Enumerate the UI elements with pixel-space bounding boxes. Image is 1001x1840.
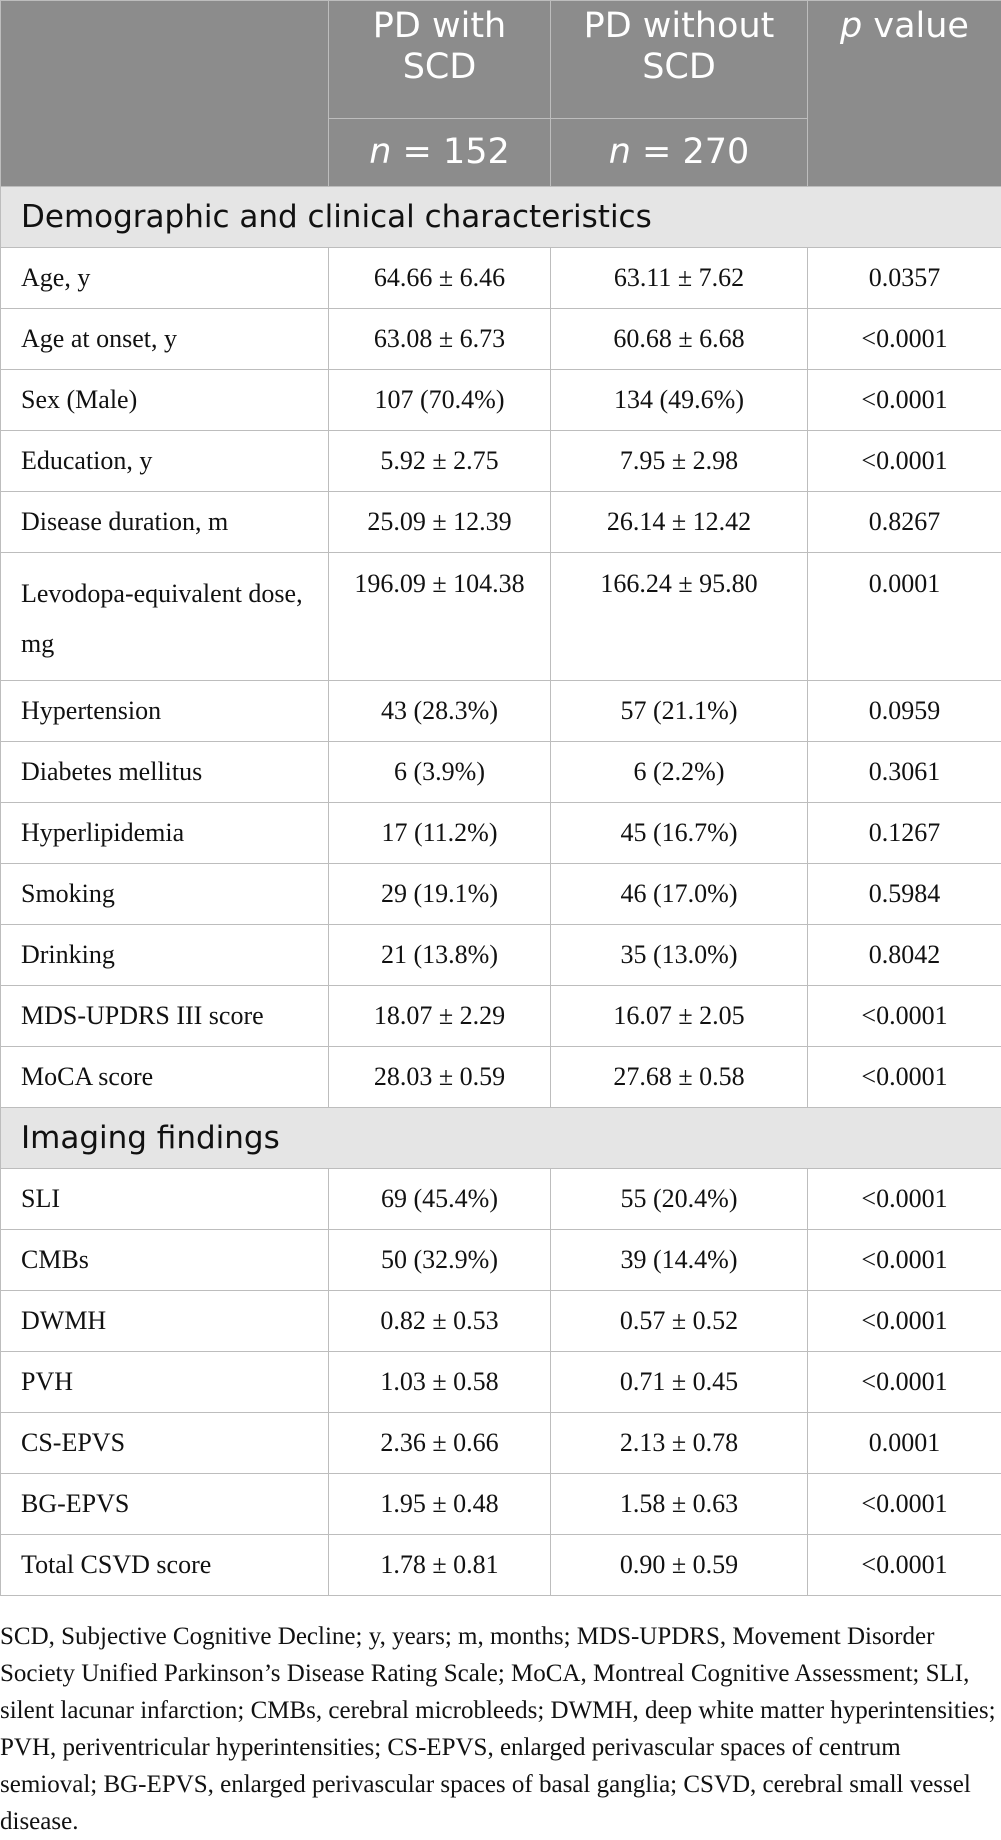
table-row: [1, 248, 1001, 309]
table-row: [1, 370, 1001, 431]
row-label: Total CSVD score: [1, 1535, 329, 1596]
row-label: Drinking: [1, 925, 329, 986]
value-pd-with-scd: 1.78 ± 0.81: [329, 1535, 551, 1596]
section-title: Demographic and clinical characteristics: [1, 187, 1001, 248]
header-pd-with-scd: PD with SCD: [329, 1, 551, 119]
table-row: [1, 1535, 1001, 1596]
table-row: [1, 1230, 1001, 1291]
p-value: 0.0001: [808, 553, 1001, 681]
table-row: [1, 681, 1001, 742]
table-row: [1, 1474, 1001, 1535]
p-value: <0.0001: [808, 1230, 1001, 1291]
value-pd-without-scd: 2.13 ± 0.78: [551, 1413, 808, 1474]
header-n-with: [329, 119, 551, 187]
row-label: Age at onset, y: [1, 309, 329, 370]
table-row: [1, 864, 1001, 925]
value-pd-with-scd: 43 (28.3%): [329, 681, 551, 742]
table-row: [1, 986, 1001, 1047]
header-empty-cell: [1, 1, 329, 187]
value-pd-without-scd: 35 (13.0%): [551, 925, 808, 986]
value-pd-without-scd: 7.95 ± 2.98: [551, 431, 808, 492]
table-row: [1, 925, 1001, 986]
value-pd-without-scd: 26.14 ± 12.42: [551, 492, 808, 553]
table-row: [1, 431, 1001, 492]
row-label: Disease duration, m: [1, 492, 329, 553]
value-pd-without-scd: 0.90 ± 0.59: [551, 1535, 808, 1596]
value-pd-with-scd: 64.66 ± 6.46: [329, 248, 551, 309]
value-pd-without-scd: 39 (14.4%): [551, 1230, 808, 1291]
header-n-with-value: = 152: [391, 132, 509, 172]
table-row: [1, 1413, 1001, 1474]
value-pd-with-scd: 28.03 ± 0.59: [329, 1047, 551, 1108]
row-label: CMBs: [1, 1230, 329, 1291]
row-label: Age, y: [1, 248, 329, 309]
table-row: [1, 1169, 1001, 1230]
p-value: 0.0001: [808, 1413, 1001, 1474]
section-header-row: [1, 187, 1001, 248]
value-pd-without-scd: 57 (21.1%): [551, 681, 808, 742]
value-pd-without-scd: 55 (20.4%): [551, 1169, 808, 1230]
table-row: [1, 553, 1001, 681]
value-pd-with-scd: 1.95 ± 0.48: [329, 1474, 551, 1535]
table-row: [1, 492, 1001, 553]
p-value: <0.0001: [808, 1291, 1001, 1352]
table-body: [1, 187, 1001, 1596]
value-pd-with-scd: 6 (3.9%): [329, 742, 551, 803]
p-value: <0.0001: [808, 1169, 1001, 1230]
p-value: <0.0001: [808, 986, 1001, 1047]
table-row: [1, 1352, 1001, 1413]
header-p-rest: value: [862, 6, 969, 46]
p-value: 0.0357: [808, 248, 1001, 309]
value-pd-without-scd: 16.07 ± 2.05: [551, 986, 808, 1047]
p-value: 0.0959: [808, 681, 1001, 742]
p-value: <0.0001: [808, 431, 1001, 492]
row-label: PVH: [1, 1352, 329, 1413]
table-row: [1, 803, 1001, 864]
table-row: [1, 309, 1001, 370]
row-label: Diabetes mellitus: [1, 742, 329, 803]
value-pd-without-scd: 134 (49.6%): [551, 370, 808, 431]
value-pd-without-scd: 63.11 ± 7.62: [551, 248, 808, 309]
p-value: <0.0001: [808, 1535, 1001, 1596]
header-n-without: [551, 119, 808, 187]
row-label: SLI: [1, 1169, 329, 1230]
value-pd-without-scd: 27.68 ± 0.58: [551, 1047, 808, 1108]
p-value: <0.0001: [808, 1047, 1001, 1108]
value-pd-with-scd: 50 (32.9%): [329, 1230, 551, 1291]
value-pd-with-scd: 63.08 ± 6.73: [329, 309, 551, 370]
value-pd-without-scd: 1.58 ± 0.63: [551, 1474, 808, 1535]
row-label: Sex (Male): [1, 370, 329, 431]
header-n-with-label: n: [369, 132, 391, 172]
value-pd-with-scd: 2.36 ± 0.66: [329, 1413, 551, 1474]
value-pd-without-scd: 6 (2.2%): [551, 742, 808, 803]
value-pd-with-scd: 17 (11.2%): [329, 803, 551, 864]
p-value: <0.0001: [808, 370, 1001, 431]
section-title: Imaging findings: [1, 1108, 1001, 1169]
row-label: Education, y: [1, 431, 329, 492]
p-value: <0.0001: [808, 1474, 1001, 1535]
row-label: CS-EPVS: [1, 1413, 329, 1474]
table-row: [1, 1047, 1001, 1108]
value-pd-without-scd: 166.24 ± 95.80: [551, 553, 808, 681]
table-row: [1, 1291, 1001, 1352]
row-label: Levodopa-equivalent dose, mg: [1, 553, 329, 681]
value-pd-with-scd: 25.09 ± 12.39: [329, 492, 551, 553]
row-label: DWMH: [1, 1291, 329, 1352]
row-label: MoCA score: [1, 1047, 329, 1108]
value-pd-without-scd: 46 (17.0%): [551, 864, 808, 925]
table-row: [1, 742, 1001, 803]
value-pd-with-scd: 29 (19.1%): [329, 864, 551, 925]
value-pd-without-scd: 60.68 ± 6.68: [551, 309, 808, 370]
header-pd-without-scd: PD without SCD: [551, 1, 808, 119]
row-label: BG-EPVS: [1, 1474, 329, 1535]
value-pd-with-scd: 69 (45.4%): [329, 1169, 551, 1230]
row-label: Smoking: [1, 864, 329, 925]
header-n-without-value: = 270: [631, 132, 749, 172]
row-label: Hyperlipidemia: [1, 803, 329, 864]
value-pd-without-scd: 45 (16.7%): [551, 803, 808, 864]
row-label: Hypertension: [1, 681, 329, 742]
p-value: 0.1267: [808, 803, 1001, 864]
row-label: MDS-UPDRS III score: [1, 986, 329, 1047]
value-pd-with-scd: 5.92 ± 2.75: [329, 431, 551, 492]
p-value: 0.3061: [808, 742, 1001, 803]
header-n-without-label: n: [609, 132, 631, 172]
value-pd-without-scd: 0.57 ± 0.52: [551, 1291, 808, 1352]
table-header: [1, 1, 1001, 187]
header-p-value: [808, 1, 1001, 187]
p-value: <0.0001: [808, 1352, 1001, 1413]
value-pd-with-scd: 21 (13.8%): [329, 925, 551, 986]
value-pd-with-scd: 107 (70.4%): [329, 370, 551, 431]
value-pd-with-scd: 18.07 ± 2.29: [329, 986, 551, 1047]
p-value: 0.5984: [808, 864, 1001, 925]
value-pd-without-scd: 0.71 ± 0.45: [551, 1352, 808, 1413]
header-p-italic: p: [840, 6, 862, 46]
p-value: 0.8267: [808, 492, 1001, 553]
value-pd-with-scd: 0.82 ± 0.53: [329, 1291, 551, 1352]
value-pd-with-scd: 196.09 ± 104.38: [329, 553, 551, 681]
table-footnote: SCD, Subjective Cognitive Decline; y, years; m, months; MDS-UPDRS, Movement Disorder Society Unified Parkinson’s Disease Rating Scale; MoCA, Montreal Cognitive Assessment; SLI, silent lacunar infarction; CMBs, cerebral microbleeds; DWMH, deep white matter hyperintensities; PVH, periventricular hyperintensities; CS-EPVS, enlarged perivascular spaces of centrum semioval; BG-EPVS, enlarged perivascular spaces of basal ganglia; CSVD, cerebral small vessel disease.: [0, 1596, 996, 1840]
value-pd-with-scd: 1.03 ± 0.58: [329, 1352, 551, 1413]
p-value: 0.8042: [808, 925, 1001, 986]
section-header-row: [1, 1108, 1001, 1169]
p-value: <0.0001: [808, 309, 1001, 370]
